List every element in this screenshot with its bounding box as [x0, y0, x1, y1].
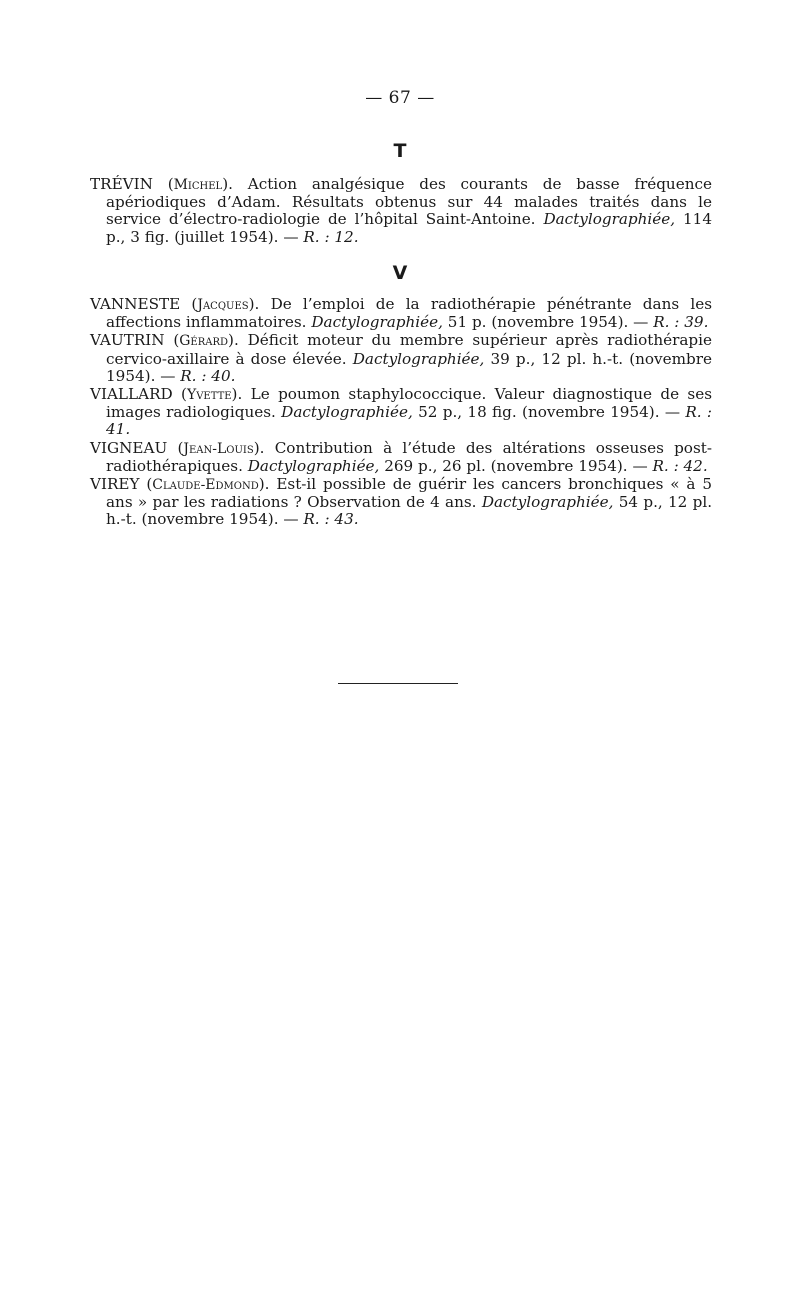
section-heading-v: V: [392, 262, 408, 284]
entry-surname: TRÉVIN: [90, 175, 153, 193]
entry-reference: R. : 12.: [303, 227, 359, 246]
bibliography-entry: VANNESTE (Jacques). De l’emploi de la radiothérapie pénétrante dans les affections inflammatoires. Dactylographiée, 51 p. (novembre 1954). — R. : 39.: [90, 295, 712, 332]
entry-given-name: Jean-Louis: [183, 440, 254, 457]
entry-given-name: Claude-Edmond: [152, 477, 259, 494]
entry-title: Contribution à l’étude des altérations osseuses post-radiothérapiques.: [106, 438, 712, 475]
entry-surname: VAUTRIN: [90, 331, 165, 350]
entry-surname: VIGNEAU: [90, 438, 168, 457]
entry-given-name: Gérard: [179, 333, 229, 350]
entry-given-name: Michel: [173, 177, 223, 193]
entry-reference: R. : 41.: [106, 403, 713, 439]
entry-reference: R. : 40.: [180, 366, 236, 385]
entry-format: Dactylographiée,: [481, 493, 614, 512]
entry-given-name: Jacques: [197, 297, 249, 313]
entry-details: 114 p., 3 fig. (juillet 1954). —: [106, 210, 713, 246]
entry-details: 39 p., 12 pl. h.-t. (novembre 1954). —: [106, 349, 712, 385]
section-v-entries: [90, 296, 712, 530]
entry-title: De l’emploi de la radiothérapie pénétrante dans les affections inflammatoires.: [106, 295, 712, 332]
entry-title: Déficit moteur du membre supérieur après radiothérapie cervico-axillaire à dose élevée.: [106, 331, 712, 368]
entry-reference: R. : 42.: [652, 456, 708, 475]
page-number: — 67 —: [365, 88, 435, 108]
entry-surname: VANNESTE: [90, 295, 181, 313]
entry-format: Dactylographiée,: [543, 210, 676, 229]
bibliography-entry: VIGNEAU (Jean-Louis). Contribution à l’étude des altérations osseuses post-radiothérapiques. Dactylographiée, 269 p., 26 pl. (novembre 1954). — R. : 42.: [90, 438, 712, 475]
entry-format: Dactylographiée,: [281, 403, 413, 422]
bibliography-entry: VAUTRIN (Gérard). Déficit moteur du membre supérieur après radiothérapie cervico-axillaire à dose élevée. Dactylographiée, 39 p., 12 pl. h.-t. (novembre 1954). — R. : 40.: [90, 331, 712, 385]
entry-details: 52 p., 18 fig. (novembre 1954). —: [418, 403, 681, 422]
entry-reference: R. : 43.: [303, 510, 359, 529]
entry-format: Dactylographiée,: [352, 349, 485, 368]
entry-format: Dactylographiée,: [311, 313, 443, 332]
entry-surname: VIALLARD: [90, 385, 173, 404]
section-t-entries: [90, 176, 712, 247]
entry-title: Est-il possible de guérir les cancers bronchiques « à 5 ans » par les radiations ? Observation de 4 ans.: [106, 475, 712, 512]
bibliography-entry: TRÉVIN (Michel). Action analgésique des courants de basse fréquence apériodiques d’Adam. Résultats obtenus sur 44 malades traités dans le service d’électro-radiologie de l’hôpital Saint-Antoine. Dactylographiée, 114 p., 3 fig. (juillet 1954). — R. : 12.: [90, 175, 713, 246]
entry-details: 269 p., 26 pl. (novembre 1954). —: [384, 456, 648, 475]
entry-reference: R. : 39.: [653, 313, 709, 332]
entry-title: Le poumon staphylococcique. Valeur diagnostique de ses images radiologiques.: [106, 385, 712, 422]
entry-details: 51 p. (novembre 1954). —: [447, 313, 649, 332]
entry-format: Dactylographiée,: [247, 456, 380, 475]
closing-rule: [338, 683, 458, 684]
entry-details: 54 p., 12 pl. h.-t. (novembre 1954). —: [106, 493, 713, 529]
entry-title: Action analgésique des courants de basse fréquence apériodiques d’Adam. Résultats obtenus sur 44 malades traités dans le service d’électro-radiologie de l’hôpital Saint-Antoine.: [106, 175, 712, 229]
bibliography-entry: VIREY (Claude-Edmond). Est-il possible de guérir les cancers bronchiques « à 5 ans » par les radiations ? Observation de 4 ans. Dactylographiée, 54 p., 12 pl. h.-t. (novembre 1954). — R. : 43.: [90, 475, 713, 529]
bibliography-entry: VIALLARD (Yvette). Le poumon staphylococcique. Valeur diagnostique de ses images radiologiques. Dactylographiée, 52 p., 18 fig. (novembre 1954). — R. : 41.: [90, 385, 713, 439]
section-heading-t: T: [393, 140, 407, 162]
entry-given-name: Yvette: [186, 387, 232, 404]
entry-surname: VIREY: [90, 475, 140, 494]
